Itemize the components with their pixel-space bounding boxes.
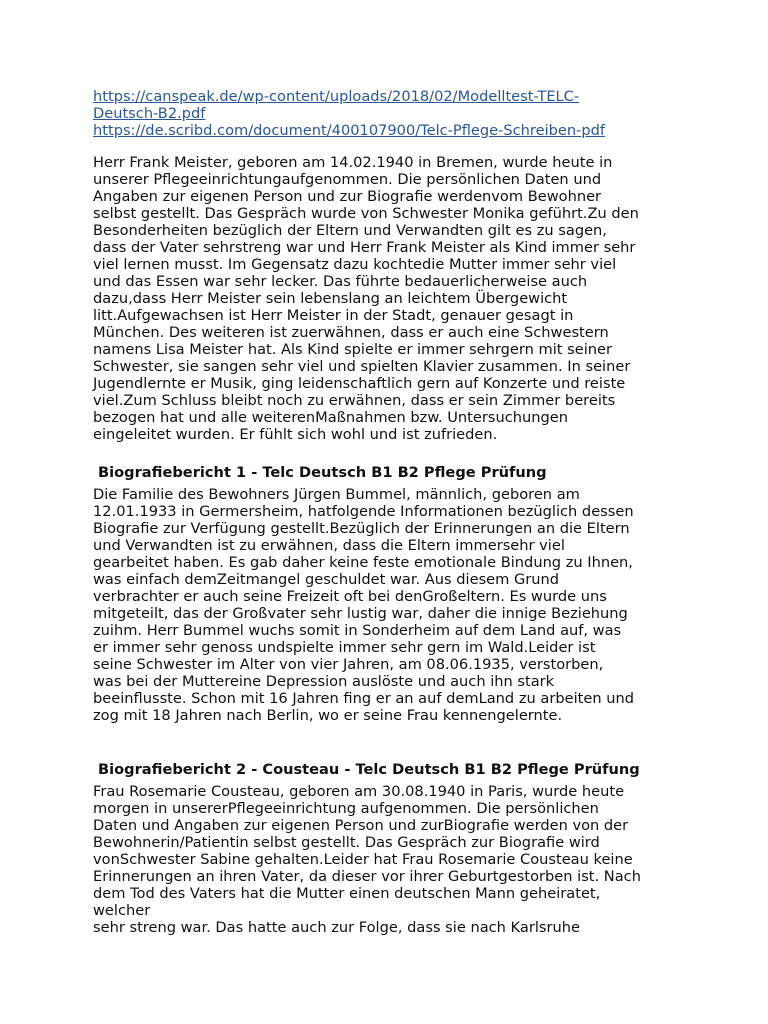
- text-line: dem Tod des Vaters hat die Mutter einen deutschen Mann geheiratet,: [93, 885, 601, 902]
- text-line: viel.Zum Schluss bleibt noch zu erwähnen, dass er sein Zimmer bereits: [93, 392, 616, 409]
- text-line: eingeleitet wurden. Er fühlt sich wohl und ist zufrieden.: [93, 426, 498, 443]
- text-line: seine Schwester im Alter von vier Jahren, am 08.06.1935, verstorben,: [93, 656, 604, 673]
- link-text-line: https://canspeak.de/wp-content/uploads/2018/02/Modelltest-TELC-: [93, 88, 580, 105]
- link-canspeak[interactable]: [93, 88, 693, 122]
- text-line: Herr Frank Meister, geboren am 14.02.1940 in Bremen, wurde heute in: [93, 154, 613, 171]
- section-2-heading: Biografiebericht 2 - Cousteau - Telc Deutsch B1 B2 Pflege Prüfung: [98, 761, 640, 778]
- text-line: verbrachter er auch seine Freizeit oft bei denGroßeltern. Es wurde uns: [93, 588, 607, 605]
- text-line: zog mit 18 Jahren nach Berlin, wo er seine Frau kennengelernte.: [93, 707, 563, 724]
- text-line: Daten und Angaben zur eigenen Person und zurBiografie werden von der: [93, 817, 629, 834]
- text-line: dazu,dass Herr Meister sein lebenslang an leichtem Übergewicht: [93, 290, 568, 307]
- text-line: welcher: [93, 902, 151, 919]
- section-1-paragraph: [93, 486, 693, 724]
- text-line: Die Familie des Bewohners Jürgen Bummel, männlich, geboren am: [93, 486, 580, 503]
- link-text-line: https://de.scribd.com/document/400107900/Telc-Pflege-Schreiben-pdf: [93, 122, 606, 139]
- section-1-heading: Biografiebericht 1 - Telc Deutsch B1 B2 Pflege Prüfung: [98, 464, 547, 481]
- text-line: 12.01.1933 in Germersheim, hatfolgende Informationen bezüglich dessen: [93, 503, 634, 520]
- intro-paragraph: [93, 154, 693, 443]
- text-line: Erinnerungen an ihren Vater, da dieser vor ihrer Geburtgestorben ist. Nach: [93, 868, 641, 885]
- text-line: beeinflusste. Schon mit 16 Jahren fing er an auf demLand zu arbeiten und: [93, 690, 634, 707]
- text-line: sehr streng war. Das hatte auch zur Folge, dass sie nach Karlsruhe: [93, 919, 580, 936]
- section-2-paragraph: [93, 783, 693, 936]
- text-line: litt.Aufgewachsen ist Herr Meister in der Stadt, genauer gesagt in: [93, 307, 574, 324]
- text-line: vonSchwester Sabine gehalten.Leider hat Frau Rosemarie Cousteau keine: [93, 851, 633, 868]
- text-line: selbst gestellt. Das Gespräch wurde von Schwester Monika geführt.Zu den: [93, 205, 639, 222]
- text-line: und Verwandten ist zu erwähnen, dass die Eltern immersehr viel: [93, 537, 565, 554]
- text-line: dass der Vater sehrstreng war und Herr Frank Meister als Kind immer sehr: [93, 239, 636, 256]
- text-line: gearbeitet haben. Es gab daher keine feste emotionale Bindung zu Ihnen,: [93, 554, 633, 571]
- text-line: Jugendlernte er Musik, ging leidenschaftlich gern auf Konzerte und reiste: [93, 375, 626, 392]
- text-line: zuihm. Herr Bummel wuchs somit in Sonderheim auf dem Land auf, was: [93, 622, 622, 639]
- text-line: bezogen hat und alle weiterenMaßnahmen bzw. Untersuchungen: [93, 409, 568, 426]
- source-links: [93, 88, 693, 139]
- text-line: morgen in unsererPflegeeinrichtung aufgenommen. Die persönlichen: [93, 800, 599, 817]
- text-line: mitgeteilt, das der Großvater sehr lustig war, daher die innige Beziehung: [93, 605, 628, 622]
- text-line: er immer sehr genoss undspielte immer sehr gern im Wald.Leider ist: [93, 639, 596, 656]
- text-line: Biografie zur Verfügung gestellt.Bezüglich der Erinnerungen an die Eltern: [93, 520, 630, 537]
- text-line: Frau Rosemarie Cousteau, geboren am 30.08.1940 in Paris, wurde heute: [93, 783, 625, 800]
- text-line: was bei der Muttereine Depression auslöste und auch ihn stark: [93, 673, 555, 690]
- text-line: namens Lisa Meister hat. Als Kind spielte er immer sehrgern mit seiner: [93, 341, 613, 358]
- text-line: Angaben zur eigenen Person und zur Biografie werdenvom Bewohner: [93, 188, 602, 205]
- text-line: was einfach demZeitmangel geschuldet war. Aus diesem Grund: [93, 571, 560, 588]
- text-line: Schwester, sie sangen sehr viel und spielten Klavier zusammen. In seiner: [93, 358, 631, 375]
- link-text-line: Deutsch-B2.pdf: [93, 105, 206, 122]
- text-line: Besonderheiten bezüglich der Eltern und Verwandten gilt es zu sagen,: [93, 222, 607, 239]
- text-line: München. Des weiteren ist zuerwähnen, dass er auch eine Schwestern: [93, 324, 609, 341]
- link-scribd[interactable]: [93, 122, 693, 139]
- text-line: viel lernen musst. Im Gegensatz dazu kochtedie Mutter immer sehr viel: [93, 256, 617, 273]
- text-line: unserer Pflegeeinrichtungaufgenommen. Die persönlichen Daten und: [93, 171, 602, 188]
- text-line: Bewohnerin/Patientin selbst gestellt. Das Gespräch zur Biografie wird: [93, 834, 600, 851]
- text-line: und das Essen war sehr lecker. Das führte bedauerlicherweise auch: [93, 273, 588, 290]
